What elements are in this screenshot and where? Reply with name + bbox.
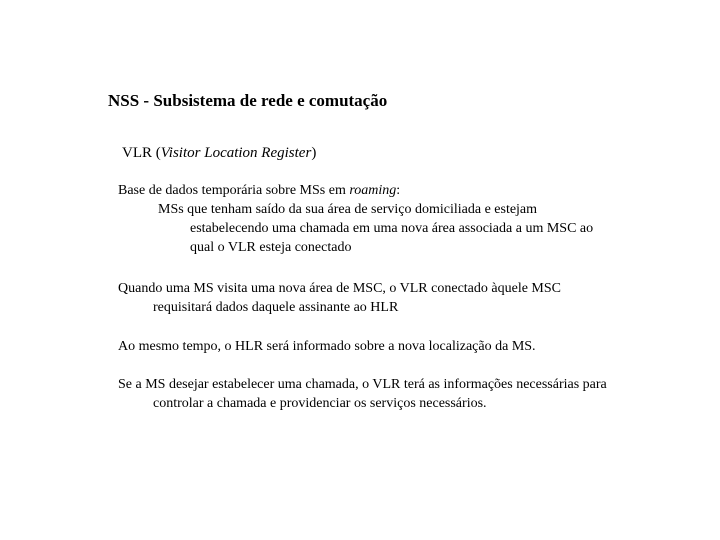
paragraph-line: Ao mesmo tempo, o HLR será informado sobre a nova localização da MS. bbox=[118, 339, 536, 354]
slide-title: NSS - Subsistema de rede e comutação bbox=[108, 91, 388, 110]
slide-subtitle bbox=[122, 145, 316, 162]
text-italic: roaming bbox=[349, 183, 397, 198]
paragraph-line bbox=[118, 181, 593, 200]
paragraph-line: requisitará dados daquele assinante ao HLR bbox=[153, 300, 399, 315]
paragraph-line: Quando uma MS visita uma nova área de MSC, o VLR conectado àquele MSC bbox=[118, 281, 561, 296]
text-span: : bbox=[396, 183, 401, 198]
paragraph-ao-mesmo-tempo bbox=[118, 337, 536, 356]
paragraph-line: controlar a chamada e providenciar os serviços necessários. bbox=[153, 396, 487, 411]
paragraph-line: Se a MS desejar estabelecer uma chamada, o VLR terá as informações necessárias para bbox=[118, 377, 607, 392]
paragraph-line: qual o VLR esteja conectado bbox=[190, 240, 352, 255]
paragraph-quando bbox=[118, 279, 561, 317]
paragraph-se-a-ms bbox=[118, 375, 607, 413]
paragraph-line: estabelecendo uma chamada em uma nova área associada a um MSC ao bbox=[190, 221, 594, 236]
text-span: Base de dados temporária sobre MSs em bbox=[118, 183, 350, 198]
subtitle-prefix: VLR ( bbox=[122, 145, 161, 161]
subtitle-italic: Visitor Location Register bbox=[160, 145, 312, 161]
paragraph-line: MSs que tenham saído da sua área de serviço domiciliada e estejam bbox=[158, 202, 538, 217]
paragraph-base-de-dados bbox=[118, 181, 593, 257]
subtitle-suffix: ) bbox=[311, 145, 317, 161]
